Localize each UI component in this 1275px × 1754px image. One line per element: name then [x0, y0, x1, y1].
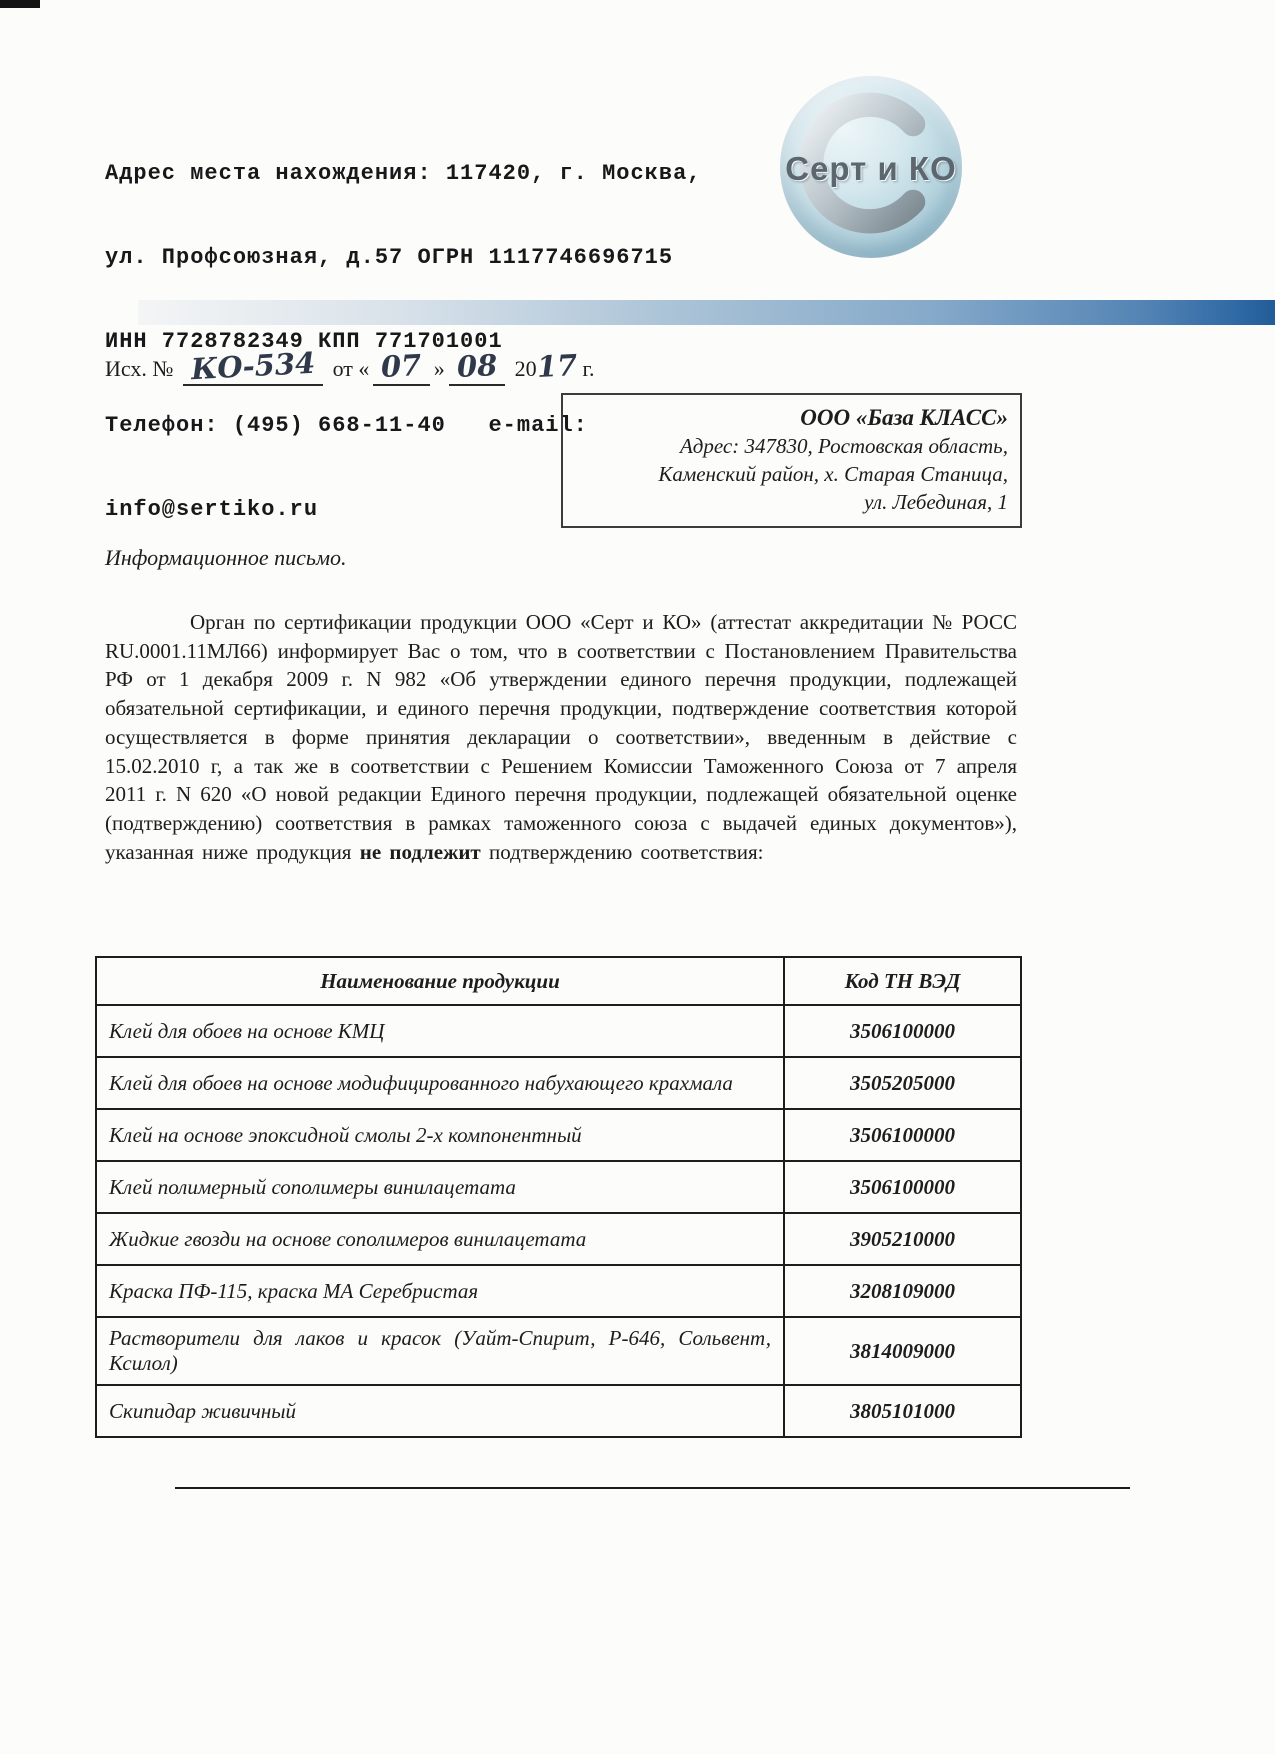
company-logo: [780, 76, 962, 258]
contact-line-address: Адрес места нахождения: 117420, г. Москва,: [105, 161, 702, 186]
product-table-body: [96, 1005, 1021, 1437]
header-product-name: Наименование продукции: [96, 957, 784, 1005]
letter-subject: Информационное письмо.: [105, 545, 347, 570]
recipient-box: [561, 393, 1022, 528]
outgoing-label: Исх. №: [105, 356, 174, 381]
outgoing-day-underline: [373, 347, 429, 386]
logo-text: Серт и КО: [785, 150, 957, 187]
letter-body-paragraph: [105, 608, 1017, 866]
outgoing-year-word: г.: [582, 356, 595, 381]
table-header-row: [96, 957, 1021, 1005]
product-code: 3905210000: [784, 1213, 1021, 1265]
product-name: Клей для обоев на основе КМЦ: [96, 1005, 784, 1057]
recipient-address-line: Каменский район, х. Старая Станица,: [658, 462, 1008, 486]
table-row: [96, 1213, 1021, 1265]
outgoing-from-word: от: [332, 356, 353, 381]
contact-line-inn-kpp: ИНН 7728782349 КПП 771701001: [105, 329, 503, 354]
product-code: 3505205000: [784, 1057, 1021, 1109]
body-text-bold: не подлежит: [359, 839, 481, 864]
outgoing-close-quote: »: [433, 356, 445, 381]
product-code: 3506100000: [784, 1109, 1021, 1161]
table-row: [96, 1057, 1021, 1109]
contact-line-phone: Телефон: (495) 668-11-40 e-mail:: [105, 413, 588, 438]
product-code: 3506100000: [784, 1005, 1021, 1057]
table-row: [96, 1005, 1021, 1057]
outgoing-month-underline: [449, 347, 505, 386]
recipient-address-line: Адрес: 347830, Ростовская область,: [679, 434, 1008, 458]
product-code: 3208109000: [784, 1265, 1021, 1317]
recipient-address-line: ул. Лебединая, 1: [864, 490, 1008, 514]
product-name: Клей полимерный сополимеры винилацетата: [96, 1161, 784, 1213]
table-row: [96, 1317, 1021, 1385]
outgoing-month-handwritten: 08: [455, 347, 498, 385]
outgoing-number-handwritten: КО-534: [190, 345, 316, 387]
bottom-rule-line: [175, 1487, 1130, 1489]
product-name: Скипидар живичный: [96, 1385, 784, 1437]
contact-line-ogrn: ул. Профсоюзная, д.57 ОГРН 1117746696715: [105, 245, 674, 270]
product-name: Клей для обоев на основе модифицированного набухающего крахмала: [96, 1057, 784, 1109]
table-row: [96, 1161, 1021, 1213]
body-text-before: Орган по сертификации продукции ООО «Серт и КО» (аттестат аккредитации № РОСС RU.0001.11МЛ66) информирует Вас о том, что в соответствии с Постановлением Правительства РФ от 1 декабря 2009 г. N 982 «Об утверждении единого перечня продукции, подлежащей обязательной сертификации, и единого перечня продукции, подтверждение соответствия которой осуществляется в форме принятия декларации о соответствии», введенным в действие с 15.02.2010 г, а так же в соответствии с Решением Комиссии Таможенного Союза от 7 апреля 2011 г. N 620 «О новой редакции Единого перечня продукции, подлежащей обязательной оценке (подтверждению) соответствия в рамках таможенного союза с выдачей единых документов»), указанная ниже продукция: [105, 610, 1017, 864]
product-code: 3506100000: [784, 1161, 1021, 1213]
product-name: Растворители для лаков и красок (Уайт-Спирит, Р-646, Сольвент, Ксилол): [96, 1317, 784, 1385]
product-name: Клей на основе эпоксидной смолы 2-х компонентный: [96, 1109, 784, 1161]
table-row: [96, 1385, 1021, 1437]
product-name: Жидкие гвозди на основе сополимеров винилацетата: [96, 1213, 784, 1265]
product-table-head: [96, 957, 1021, 1005]
outgoing-year-prefix: 20: [514, 356, 537, 381]
contact-line-email: info@sertiko.ru: [105, 497, 319, 522]
body-text-after: подтверждению соответствия:: [480, 839, 764, 864]
header-product-code: Код ТН ВЭД: [784, 957, 1021, 1005]
scan-artifact: [0, 0, 40, 8]
product-name: Краска ПФ-115, краска МА Серебристая: [96, 1265, 784, 1317]
decorative-blue-band: [138, 300, 1275, 325]
table-row: [96, 1109, 1021, 1161]
outgoing-open-quote: «: [358, 356, 370, 381]
outgoing-number-underline: [183, 345, 323, 387]
outgoing-year-handwritten: 17: [535, 347, 578, 385]
recipient-name: ООО «База КЛАСС»: [800, 405, 1008, 430]
outgoing-day-handwritten: 07: [380, 347, 423, 385]
product-table: [95, 956, 1022, 1438]
table-row: [96, 1265, 1021, 1317]
outgoing-number-line: [105, 345, 595, 387]
product-code: 3805101000: [784, 1385, 1021, 1437]
product-code: 3814009000: [784, 1317, 1021, 1385]
